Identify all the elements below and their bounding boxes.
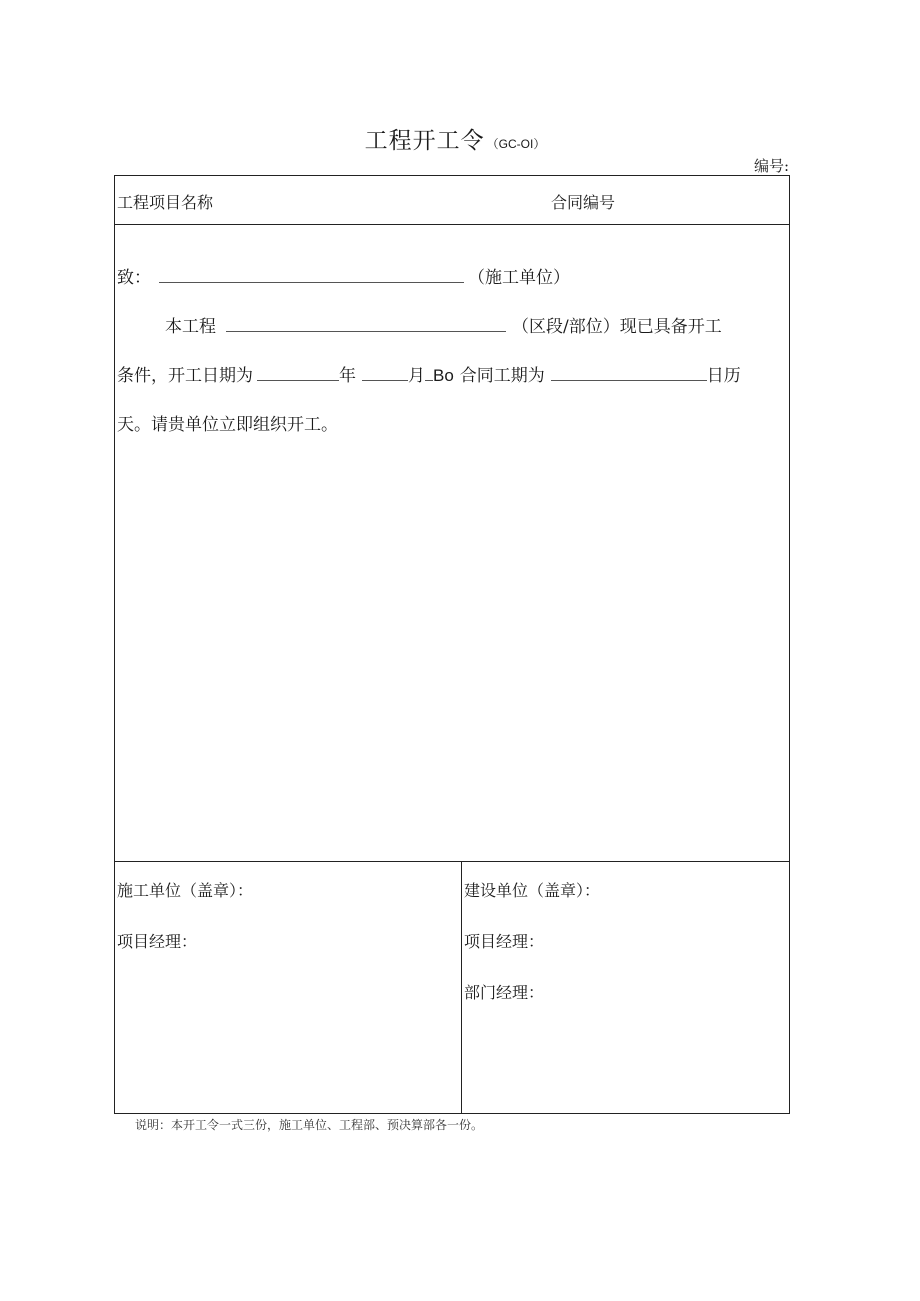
signature-area	[115, 862, 789, 1113]
owner-signature-cell	[464, 862, 784, 1113]
form-code: （GC-OI）	[486, 137, 546, 151]
year-blank[interactable]	[257, 365, 339, 381]
to-label: 致：	[117, 268, 151, 288]
project-name-label: 工程项目名称	[117, 193, 214, 212]
section-blank[interactable]	[226, 316, 506, 332]
paragraph-line-1	[165, 312, 722, 337]
contractor-signature-cell	[117, 862, 457, 1113]
start-date-prefix: 条件，开工日期为	[117, 366, 253, 386]
department-manager-label: 部门经理：	[464, 983, 545, 1002]
calendar-suffix: 日历	[706, 366, 741, 386]
project-prefix: 本工程	[165, 317, 216, 337]
month-label: 月	[408, 366, 425, 386]
title-text: 工程开工令	[364, 128, 485, 154]
start-order-form	[114, 175, 790, 1114]
contract-number-label: 合同编号	[551, 193, 616, 212]
contractor-manager-label: 项目经理：	[117, 932, 198, 951]
signature-divider	[461, 862, 462, 1113]
footnote: 说明：本开工令一式三份，施工单位、工程部、预决算部各一份。	[135, 1118, 484, 1132]
section-suffix: （区段/部位）现已具备开工	[512, 317, 722, 337]
month-blank[interactable]	[362, 365, 408, 381]
contractor-name-blank[interactable]	[159, 267, 464, 283]
contract-period-label: 合同工期为	[459, 366, 545, 386]
project-info-row	[115, 176, 789, 225]
period-days-blank[interactable]	[551, 365, 707, 381]
recipient-line	[117, 263, 570, 288]
document-title	[0, 122, 910, 155]
year-label: 年	[339, 366, 356, 386]
serial-number-label: 编号:	[753, 157, 789, 175]
paragraph-line-2	[117, 361, 741, 386]
owner-manager-label: 项目经理：	[464, 932, 545, 951]
order-body	[115, 225, 789, 862]
day-blank[interactable]	[425, 365, 433, 381]
owner-seal-label: 建设单位（盖章）：	[464, 881, 601, 900]
paragraph-line-3: 天。请贵单位立即组织开工。	[117, 415, 338, 435]
contractor-seal-label: 施工单位（盖章）：	[117, 881, 254, 900]
contractor-suffix: （施工单位）	[468, 268, 570, 288]
day-label: Bo	[433, 366, 454, 385]
